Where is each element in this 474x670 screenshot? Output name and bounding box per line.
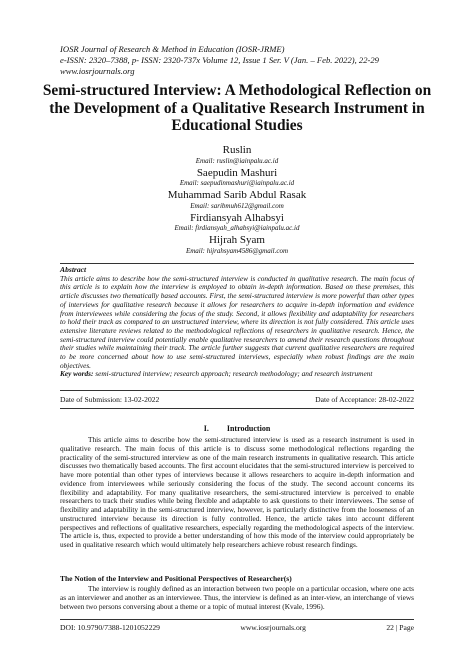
journal-issn: e-ISSN: 2320–7388, p- ISSN: 2320-737x Volume 12, Issue 1 Ser. V (Jan. – Feb. 2022), 22-29 [60,55,379,65]
author-email[interactable]: Email: firdiansyah_alhabsyi@iainpalu.ac.id [174,224,300,232]
abstract-heading: Abstract [60,265,87,274]
abstract-bottom-rule [60,390,414,391]
journal-url[interactable]: www.iosrjournals.org [60,66,135,76]
abstract-top-rule [60,263,414,264]
keywords-text: semi-structured interview; research approach; research methodology; and research instrument [95,369,373,379]
intro-heading [60,424,414,433]
paper-title: Semi-structured Interview: A Methodological Reflection on the Development of a Qualitative Research Instrument in Educational Studies [42,82,432,134]
dates-row [60,395,414,404]
journal-header [60,44,440,77]
footer-doi[interactable]: DOI: 10.9790/7388-1201052229 [60,623,160,632]
footer-page: 22 | Page [386,623,414,632]
section-number: I. [203,424,209,433]
section2-paragraph: The interview is roughly defined as an interaction between two people on a particular occasion, where one acts as an interviewer and another as an interviewee. Thus, the interview is defined as an inter-view, an interchange of views between two persons conversing about a theme or a topic of mutual interest (Kvale, 1996). [60,584,414,611]
author-name: Saepudin Mashuri [196,166,278,179]
footer-site[interactable]: www.iosrjournals.org [240,623,306,632]
author-name: Hijrah Syam [209,234,265,246]
abstract-text: This article aims to describe how the semi-structured interview is conducted in qualitative research. The main focus of this article is to explain how the interview is employed to obtain in-depth information. Based on these premises, this article discusses two thematically based accounts. First, the semi-structured interview is more powerful than other types of interviews for qualitative research because it allows for researchers to acquire in-depth information and evidence from interviewees while considering the focus of the study. Second, it allows flexibility and adaptability for researchers to hold their track as compared to an unstructured interview, where its direction is not fully considered. This article uses extensive literature reviews related to the methodological reflections of researchers in qualitative research. Hence, the semi-structured interview could potentially enable qualitative researchers to amend their research questions throughout their studies while maintaining their track. The article further suggests that current qualitative researchers are required to be more concerned about how to use semi-structured interviews, especially when robust findings are the main objectives. [60,273,414,370]
keywords-line [60,370,414,379]
section-title: Introduction [226,424,271,433]
intro-paragraph: This article aims to describe how the semi-structured interview is used as a research instrument is used in qualitative research. The main focus of this article is to discuss some methodological reflections regarding the practicality of the semi-structured interview as one of the main research instruments in qualitative research. This article discusses two thematically based accounts. The first account elucidates that the semi-structured interview is perceived to have more potential than other types of interviews because it allows researchers to acquire in-depth information and evidence from interviewees while seriously considering the focus of the study. The second account concerns its flexibility and adaptability. For many qualitative researchers, the semi-structured interview is perceived to enable researchers to track their studies while being flexible and adaptable to ask questions to their interviewees. The sense of flexibility and adaptability in the semi-structured interview, however, is particularly distinctive from the looseness of an unstructured interview because its direction is fully controlled. Hence, the article takes into account different perspectives and reflections of qualitative researchers, especially regarding the methodological aspects of the interview. The article is, thus, expected to provide a better understanding of how this mode of the interview could appropriately be used in qualitative research which would ultimately help researchers achieve robust research findings. [60,435,414,549]
abstract-section [60,266,414,379]
journal-name: IOSR Journal of Research & Method in Education (IOSR-JRME) [60,44,285,54]
author-email[interactable]: Email: ruslin@iainpalu.ac.id [195,156,279,165]
author-name: Ruslin [222,144,252,156]
acceptance-date: Date of Acceptance: 28-02-2022 [315,395,414,404]
page-footer [60,619,414,632]
dates-bottom-rule [60,408,414,409]
author-list [40,144,434,257]
keywords-label: Key words: [60,369,94,379]
author-name: Firdiansyah Alhabsyi [190,211,284,224]
author-email[interactable]: Email: saribmuh612@gmail.com [190,201,284,210]
author-email[interactable]: Email: hijrahsyam4586@gmail.com [185,246,289,255]
section2-heading: The Notion of the Interview and Positional Perspectives of Researcher(s) [60,574,292,583]
submission-date: Date of Submission: 13-02-2022 [60,395,160,404]
author-name: Muhammad Sarib Abdul Rasak [167,189,307,201]
author-email[interactable]: Email: saepudinmashuri@iainpalu.ac.id [179,179,295,187]
